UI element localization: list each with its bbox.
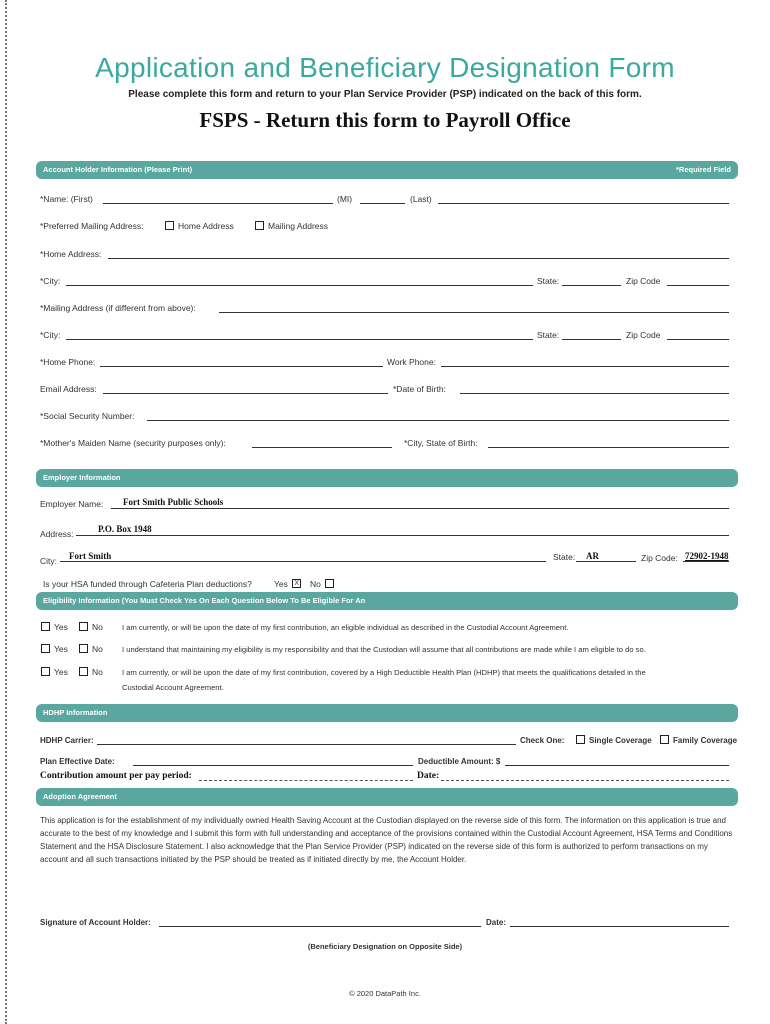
mailing-zip-label: Zip Code [626, 330, 661, 340]
eligibility-q3-text: I am currently, or will be upon the date of my first contribution, covered by a High Deductible Health Plan (HDHP) that meets the qualifications detailed in the [122, 668, 646, 677]
cafeteria-question: Is your HSA funded through Cafeteria Plan deductions? [43, 579, 252, 589]
state-label: State: [537, 276, 560, 286]
section-title: Adoption Agreement [43, 792, 117, 801]
contribution-date-label: Date: [417, 771, 440, 781]
employer-zip-label: Zip Code: [641, 553, 678, 563]
plan-effective-field[interactable] [133, 765, 413, 766]
mailing-address-field[interactable] [219, 312, 729, 313]
first-name-field[interactable] [103, 203, 333, 204]
ssn-label: *Social Security Number: [40, 411, 135, 421]
eligibility-q3-no[interactable]: No [79, 667, 103, 677]
eligibility-q3-yes[interactable]: Yes [41, 667, 68, 677]
employer-state-field[interactable] [576, 561, 636, 562]
employer-name-field[interactable] [111, 508, 729, 509]
deductible-label: Deductible Amount: $ [418, 757, 501, 766]
section-bar-hdhp [36, 704, 738, 722]
checkbox-q2-no[interactable] [79, 644, 88, 653]
home-address-option[interactable]: Home Address [165, 221, 234, 231]
form-subtitle: Please complete this form and return to your Plan Service Provider (PSP) indicated on the back of this form. [128, 89, 642, 100]
email-label: Email Address: [40, 384, 97, 394]
mailing-address-label: *Mailing Address (if different from above): [40, 303, 196, 313]
work-phone-field[interactable] [441, 366, 729, 367]
city-field[interactable] [66, 285, 533, 286]
mi-label: (MI) [337, 194, 353, 204]
checkbox-mailing-address[interactable] [255, 221, 264, 230]
perforation-edge [5, 0, 7, 1024]
contribution-field[interactable] [199, 780, 413, 781]
section-title: HDHP Information [43, 708, 108, 717]
plan-effective-label: Plan Effective Date: [40, 757, 115, 766]
contribution-date-field[interactable] [441, 780, 729, 781]
checkbox-q2-yes[interactable] [41, 644, 50, 653]
checkbox-single-coverage[interactable] [576, 735, 585, 744]
state-field[interactable] [562, 285, 621, 286]
cafeteria-yes-checkbox[interactable]: X [292, 579, 301, 588]
employer-state-label: State: [553, 552, 576, 562]
signature-label: Signature of Account Holder: [40, 918, 151, 927]
eligibility-q1-no[interactable]: No [79, 622, 103, 632]
city-label: *City: [40, 276, 61, 286]
employer-city-field[interactable] [60, 561, 546, 562]
employer-address-value: P.O. Box 1948 [98, 524, 152, 534]
deductible-field[interactable] [505, 765, 729, 766]
checkbox-q1-yes[interactable] [41, 622, 50, 631]
mailing-state-field[interactable] [562, 339, 621, 340]
employer-name-label: Employer Name: [40, 499, 104, 509]
section-title: Eligibility Information (You Must Check Yes On Each Question Below To Be Eligible For An [43, 596, 366, 605]
section-title: Account Holder Information (Please Print) [43, 165, 193, 174]
copyright: © 2020 DataPath Inc. [349, 989, 421, 998]
last-name-label: (Last) [410, 194, 432, 204]
cafeteria-no-checkbox[interactable] [325, 579, 334, 588]
dob-field[interactable] [460, 393, 729, 394]
eligibility-q3-text-cont: Custodial Account Agreement. [122, 683, 224, 692]
section-bar-account-holder [36, 161, 738, 179]
check-one-label: Check One: [520, 736, 565, 745]
employer-city-value: Fort Smith [69, 551, 112, 561]
beneficiary-note: (Beneficiary Designation on Opposite Side) [307, 942, 463, 951]
maiden-name-label: *Mother's Maiden Name (security purposes only): [40, 438, 226, 448]
home-phone-field[interactable] [100, 366, 383, 367]
zip-field[interactable] [667, 285, 729, 286]
email-field[interactable] [103, 393, 388, 394]
signature-date-field[interactable] [510, 926, 729, 927]
hdhp-carrier-field[interactable] [97, 744, 516, 745]
cafeteria-yes-option[interactable]: Yes X [274, 579, 305, 589]
cafeteria-no-option[interactable]: No [310, 579, 338, 589]
mailing-city-field[interactable] [66, 339, 533, 340]
employer-state-value: AR [586, 551, 599, 561]
home-address-field[interactable] [108, 258, 729, 259]
checkbox-q1-no[interactable] [79, 622, 88, 631]
birth-place-label: *City, State of Birth: [404, 438, 478, 448]
mailing-zip-field[interactable] [667, 339, 729, 340]
ssn-field[interactable] [147, 420, 729, 421]
employer-address-field[interactable] [76, 535, 729, 536]
section-title: Employer Information [43, 473, 121, 482]
section-bar-eligibility [36, 592, 738, 610]
family-coverage-option[interactable]: Family Coverage [660, 736, 737, 745]
mailing-address-option[interactable]: Mailing Address [255, 221, 328, 231]
work-phone-label: Work Phone: [387, 357, 436, 367]
eligibility-q2-text: I understand that maintaining my eligibility is my responsibility and that the Custodian will assume that all contributions are made while I am eligible to do so. [122, 645, 646, 654]
zip-label: Zip Code [626, 276, 661, 286]
checkbox-home-address[interactable] [165, 221, 174, 230]
mailing-state-label: State: [537, 330, 560, 340]
hdhp-carrier-label: HDHP Carrier: [40, 736, 94, 745]
adoption-agreement-text: This application is for the establishment of my individually owned Health Saving Account at the Custodian displayed on the reverse side of this form. The information on this application is true and accurate to the best of my knowledge and I submit this form with full understanding and acceptance of the provisions contained within the Custodial Account Agreement, HSA Terms and Conditions Statement and the HSA Disclosure Statement. I also acknowledge that the Plan Service Provider (PSP) indicated on the reverse side of this form is authorized to perform transactions on my account and all such transactions initiated by the PSP should be treated as if initiated directly by me, the Account Holder. [40, 816, 733, 864]
signature-field[interactable] [159, 926, 481, 927]
eligibility-q2-yes[interactable]: Yes [41, 644, 68, 654]
mailing-city-label: *City: [40, 330, 61, 340]
employer-city-label: City: [40, 556, 57, 566]
signature-date-label: Date: [486, 918, 507, 927]
contribution-label: Contribution amount per pay period: [40, 771, 192, 781]
employer-zip-value: 72902-1948 [685, 551, 729, 561]
employer-zip-field[interactable] [683, 561, 729, 562]
mi-field[interactable] [360, 203, 405, 204]
form-title: Application and Beneficiary Designation Form [95, 52, 675, 83]
home-address-label: *Home Address: [40, 249, 102, 259]
eligibility-q1-text: I am currently, or will be upon the date of my first contribution, an eligible individual as described in the Custodial Account Agreement. [122, 623, 569, 632]
dob-label: *Date of Birth: [393, 384, 446, 394]
single-coverage-option[interactable]: Single Coverage [576, 736, 652, 745]
required-note: *Required Field [675, 165, 731, 174]
preferred-mailing-label: *Preferred Mailing Address: [40, 221, 144, 231]
section-bar-adoption [36, 788, 738, 806]
checkbox-q3-yes[interactable] [41, 667, 50, 676]
last-name-field[interactable] [438, 203, 729, 204]
return-note: FSPS - Return this form to Payroll Office [199, 108, 571, 132]
employer-address-label: Address: [40, 529, 74, 539]
home-phone-label: *Home Phone: [40, 357, 96, 367]
checkbox-family-coverage[interactable] [660, 735, 669, 744]
eligibility-q1-yes[interactable]: Yes [41, 622, 68, 632]
eligibility-q2-no[interactable]: No [79, 644, 103, 654]
first-name-label: *Name: (First) [40, 194, 93, 204]
birth-place-field[interactable] [488, 447, 729, 448]
maiden-name-field[interactable] [252, 447, 392, 448]
employer-name-value: Fort Smith Public Schools [123, 497, 224, 507]
checkbox-q3-no[interactable] [79, 667, 88, 676]
section-bar-employer [36, 469, 738, 487]
